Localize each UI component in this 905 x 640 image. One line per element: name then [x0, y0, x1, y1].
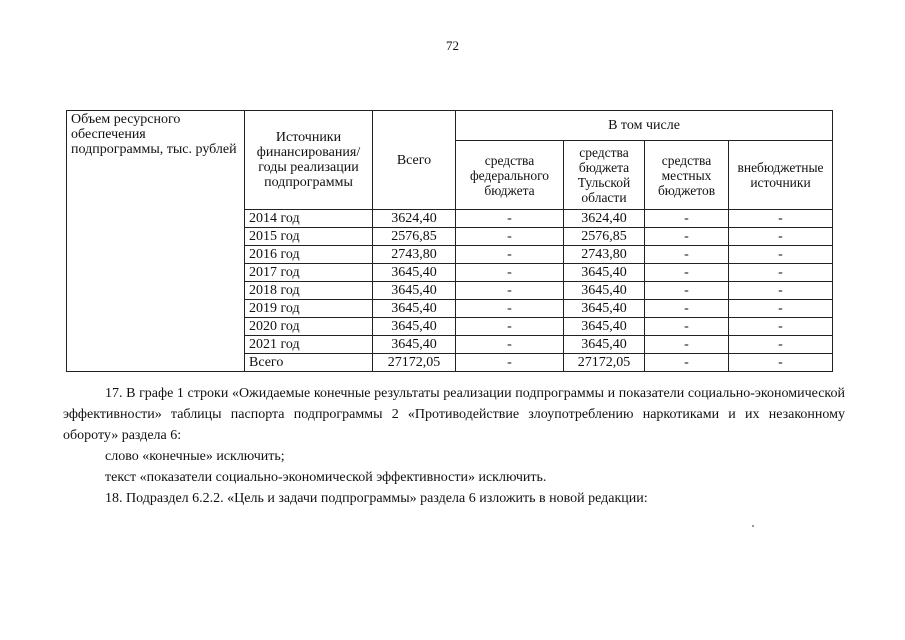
row-extra: - — [729, 354, 833, 372]
row-federal: - — [456, 336, 564, 354]
row-year: 2021 год — [245, 336, 373, 354]
resource-label: Объем ресурсного обеспечения подпрограммы, тыс. рублей — [67, 111, 245, 372]
row-year: 2014 год — [245, 210, 373, 228]
row-federal: - — [456, 246, 564, 264]
row-tula: 2743,80 — [564, 246, 645, 264]
row-tula: 27172,05 — [564, 354, 645, 372]
row-year: 2016 год — [245, 246, 373, 264]
row-extra: - — [729, 264, 833, 282]
row-federal: - — [456, 354, 564, 372]
row-total: 3645,40 — [373, 318, 456, 336]
row-local: - — [645, 228, 729, 246]
scan-speck — [752, 525, 754, 527]
row-federal: - — [456, 210, 564, 228]
row-total: 3645,40 — [373, 336, 456, 354]
row-federal: - — [456, 282, 564, 300]
row-extra: - — [729, 282, 833, 300]
row-local: - — [645, 246, 729, 264]
resource-table — [66, 110, 833, 372]
header-including: В том числе — [456, 111, 833, 141]
row-year: 2015 год — [245, 228, 373, 246]
row-year: 2020 год — [245, 318, 373, 336]
row-total: 27172,05 — [373, 354, 456, 372]
row-extra: - — [729, 336, 833, 354]
row-extra: - — [729, 210, 833, 228]
paragraph-17: 17. В графе 1 строки «Ожидаемые конечные результаты реализации подпрограммы и показатели социально-экономической эффективности» таблицы паспорта подпрограммы 2 «Противодействие злоупотреблению наркотиками и их незаконному обороту» раздела 6: — [63, 386, 845, 443]
row-total: 3645,40 — [373, 282, 456, 300]
row-local: - — [645, 336, 729, 354]
row-total: 3624,40 — [373, 210, 456, 228]
row-year: Всего — [245, 354, 373, 372]
row-local: - — [645, 300, 729, 318]
header-extra: внебюджетные источники — [729, 141, 833, 210]
row-local: - — [645, 318, 729, 336]
row-federal: - — [456, 264, 564, 282]
row-tula: 3645,40 — [564, 282, 645, 300]
row-total: 2743,80 — [373, 246, 456, 264]
row-federal: - — [456, 228, 564, 246]
row-local: - — [645, 354, 729, 372]
header-total: Всего — [373, 111, 456, 210]
body-text — [63, 383, 845, 509]
row-local: - — [645, 282, 729, 300]
row-tula: 3645,40 — [564, 264, 645, 282]
row-year: 2019 год — [245, 300, 373, 318]
paragraph-17-item-b: текст «показатели социально-экономической эффективности» исключить. — [105, 470, 547, 485]
row-tula: 3645,40 — [564, 300, 645, 318]
row-extra: - — [729, 228, 833, 246]
row-tula: 3645,40 — [564, 318, 645, 336]
header-sources: Источники финансирования/ годы реализации подпрограммы — [245, 111, 373, 210]
header-tula: средства бюджета Тульской области — [564, 141, 645, 210]
row-extra: - — [729, 246, 833, 264]
row-total: 3645,40 — [373, 264, 456, 282]
row-total: 2576,85 — [373, 228, 456, 246]
row-tula: 2576,85 — [564, 228, 645, 246]
paragraph-18: 18. Подраздел 6.2.2. «Цель и задачи подпрограммы» раздела 6 изложить в новой редакции: — [105, 491, 648, 506]
row-tula: 3645,40 — [564, 336, 645, 354]
row-tula: 3624,40 — [564, 210, 645, 228]
row-federal: - — [456, 318, 564, 336]
row-year: 2018 год — [245, 282, 373, 300]
header-local: средства местных бюджетов — [645, 141, 729, 210]
row-local: - — [645, 210, 729, 228]
row-total: 3645,40 — [373, 300, 456, 318]
page-number: 72 — [446, 38, 459, 53]
row-year: 2017 год — [245, 264, 373, 282]
header-federal: средства федерального бюджета — [456, 141, 564, 210]
paragraph-17-item-a: слово «конечные» исключить; — [105, 449, 285, 464]
row-extra: - — [729, 300, 833, 318]
row-extra: - — [729, 318, 833, 336]
row-local: - — [645, 264, 729, 282]
row-federal: - — [456, 300, 564, 318]
